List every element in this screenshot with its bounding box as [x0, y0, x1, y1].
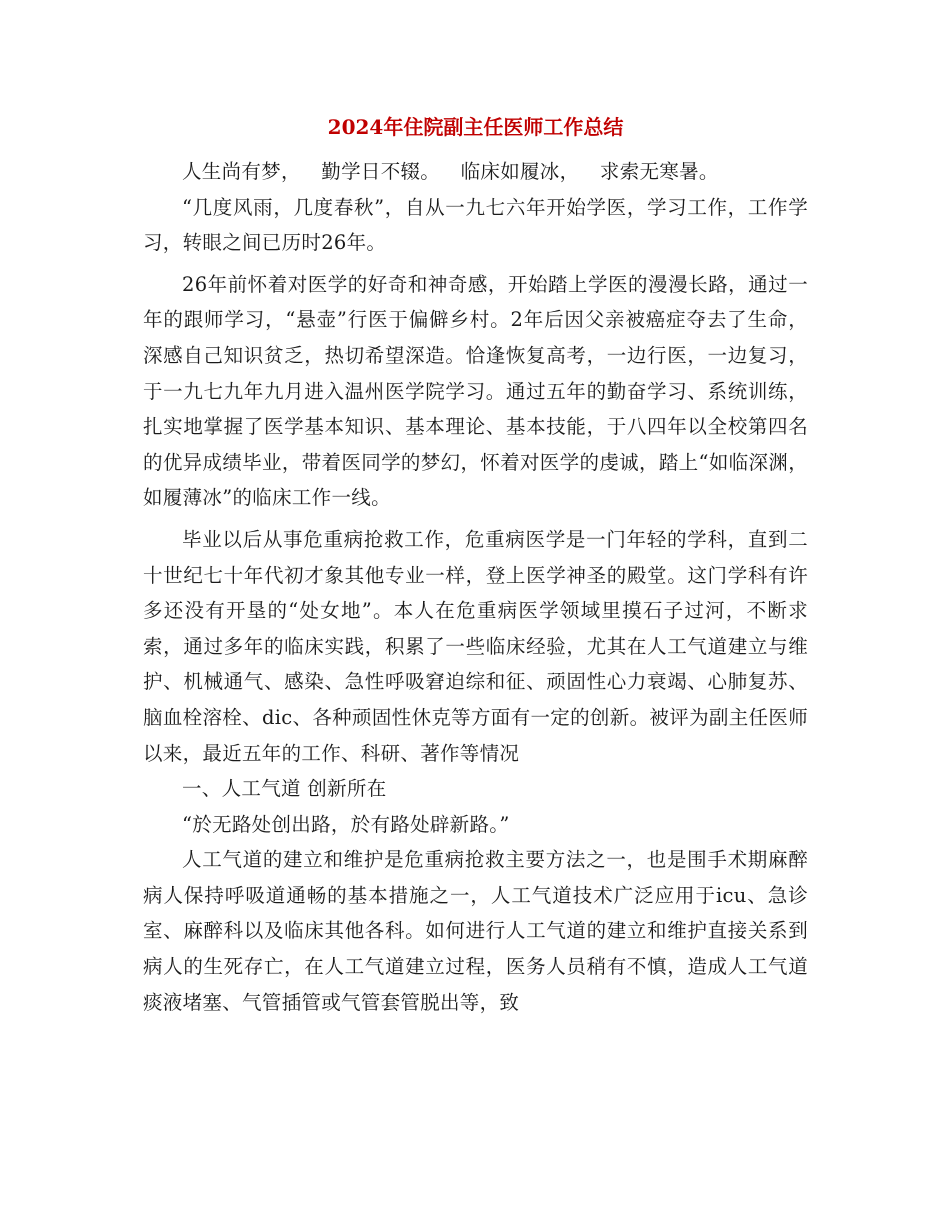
paragraph-3: 26年前怀着对医学的好奇和神奇感，开始踏上学医的漫漫长路，通过一年的跟师学习，“悬壶”行医于偏僻乡村。2年后因父亲被癌症夺去了生命，深感自己知识贫乏，热切希望深造。恰逢恢复高考，一边行医，一边复习，于一九七九年九月进入温州医学院学习。通过五年的勤奋学习、系统训练，扎实地掌握了医学基本知识、基本理论、基本技能，于八四年以全校第四名的优异成绩毕业，带着医同学的梦幻，怀着对医学的虔诚，踏上“如临深渊，如履薄冰”的临床工作一线。 — [143, 272, 808, 510]
paragraph-1: 人生尚有梦， 勤学日不辍。 临床如履冰， 求索无寒暑。 — [182, 160, 719, 183]
paragraph-4: 毕业以后从事危重病抢救工作，危重病医学是一门年轻的学科，直到二十世纪七十年代初才象其他专业一样，登上医学神圣的殿堂。这门学科有许多还没有开垦的“处女地”。本人在危重病医学领域里摸石子过河，不断求索，通过多年的临床实践，积累了一些临床经验，尤其在人工气道建立与维护、机械通气、感染、急性呼吸窘迫综和征、顽固性心力衰竭、心肺复苏、脑血栓溶栓、dic、各种顽固性休克等方面有一定的创新。被评为副主任医师以来，最近五年的工作、科研、著作等情况 — [143, 527, 808, 765]
paragraph-5: 人工气道的建立和维护是危重病抢救主要方法之一，也是围手术期麻醉病人保持呼吸道通畅的基本措施之一，人工气道技术广泛应用于icu、急诊室、麻醉科以及临床其他各科。如何进行人工气道的建立和维护直接关系到病人的生死存亡，在人工气道建立过程，医务人员稍有不慎，造成人工气道痰液堵塞、气管插管或气管套管脱出等，致 — [143, 848, 808, 1014]
document-page — [143, 112, 808, 1020]
paragraph-quote: “於无路处创出路，於有路处辟新路。” — [182, 812, 510, 836]
paragraph-2: “几度风雨，几度春秋”，自从一九七六年开始学医，学习工作，工作学习，转眼之间已历时26年。 — [143, 195, 808, 255]
document-title: 2024年住院副主任医师工作总结 — [327, 115, 624, 139]
section-heading-1: 一、人工气道 创新所在 — [182, 777, 387, 801]
